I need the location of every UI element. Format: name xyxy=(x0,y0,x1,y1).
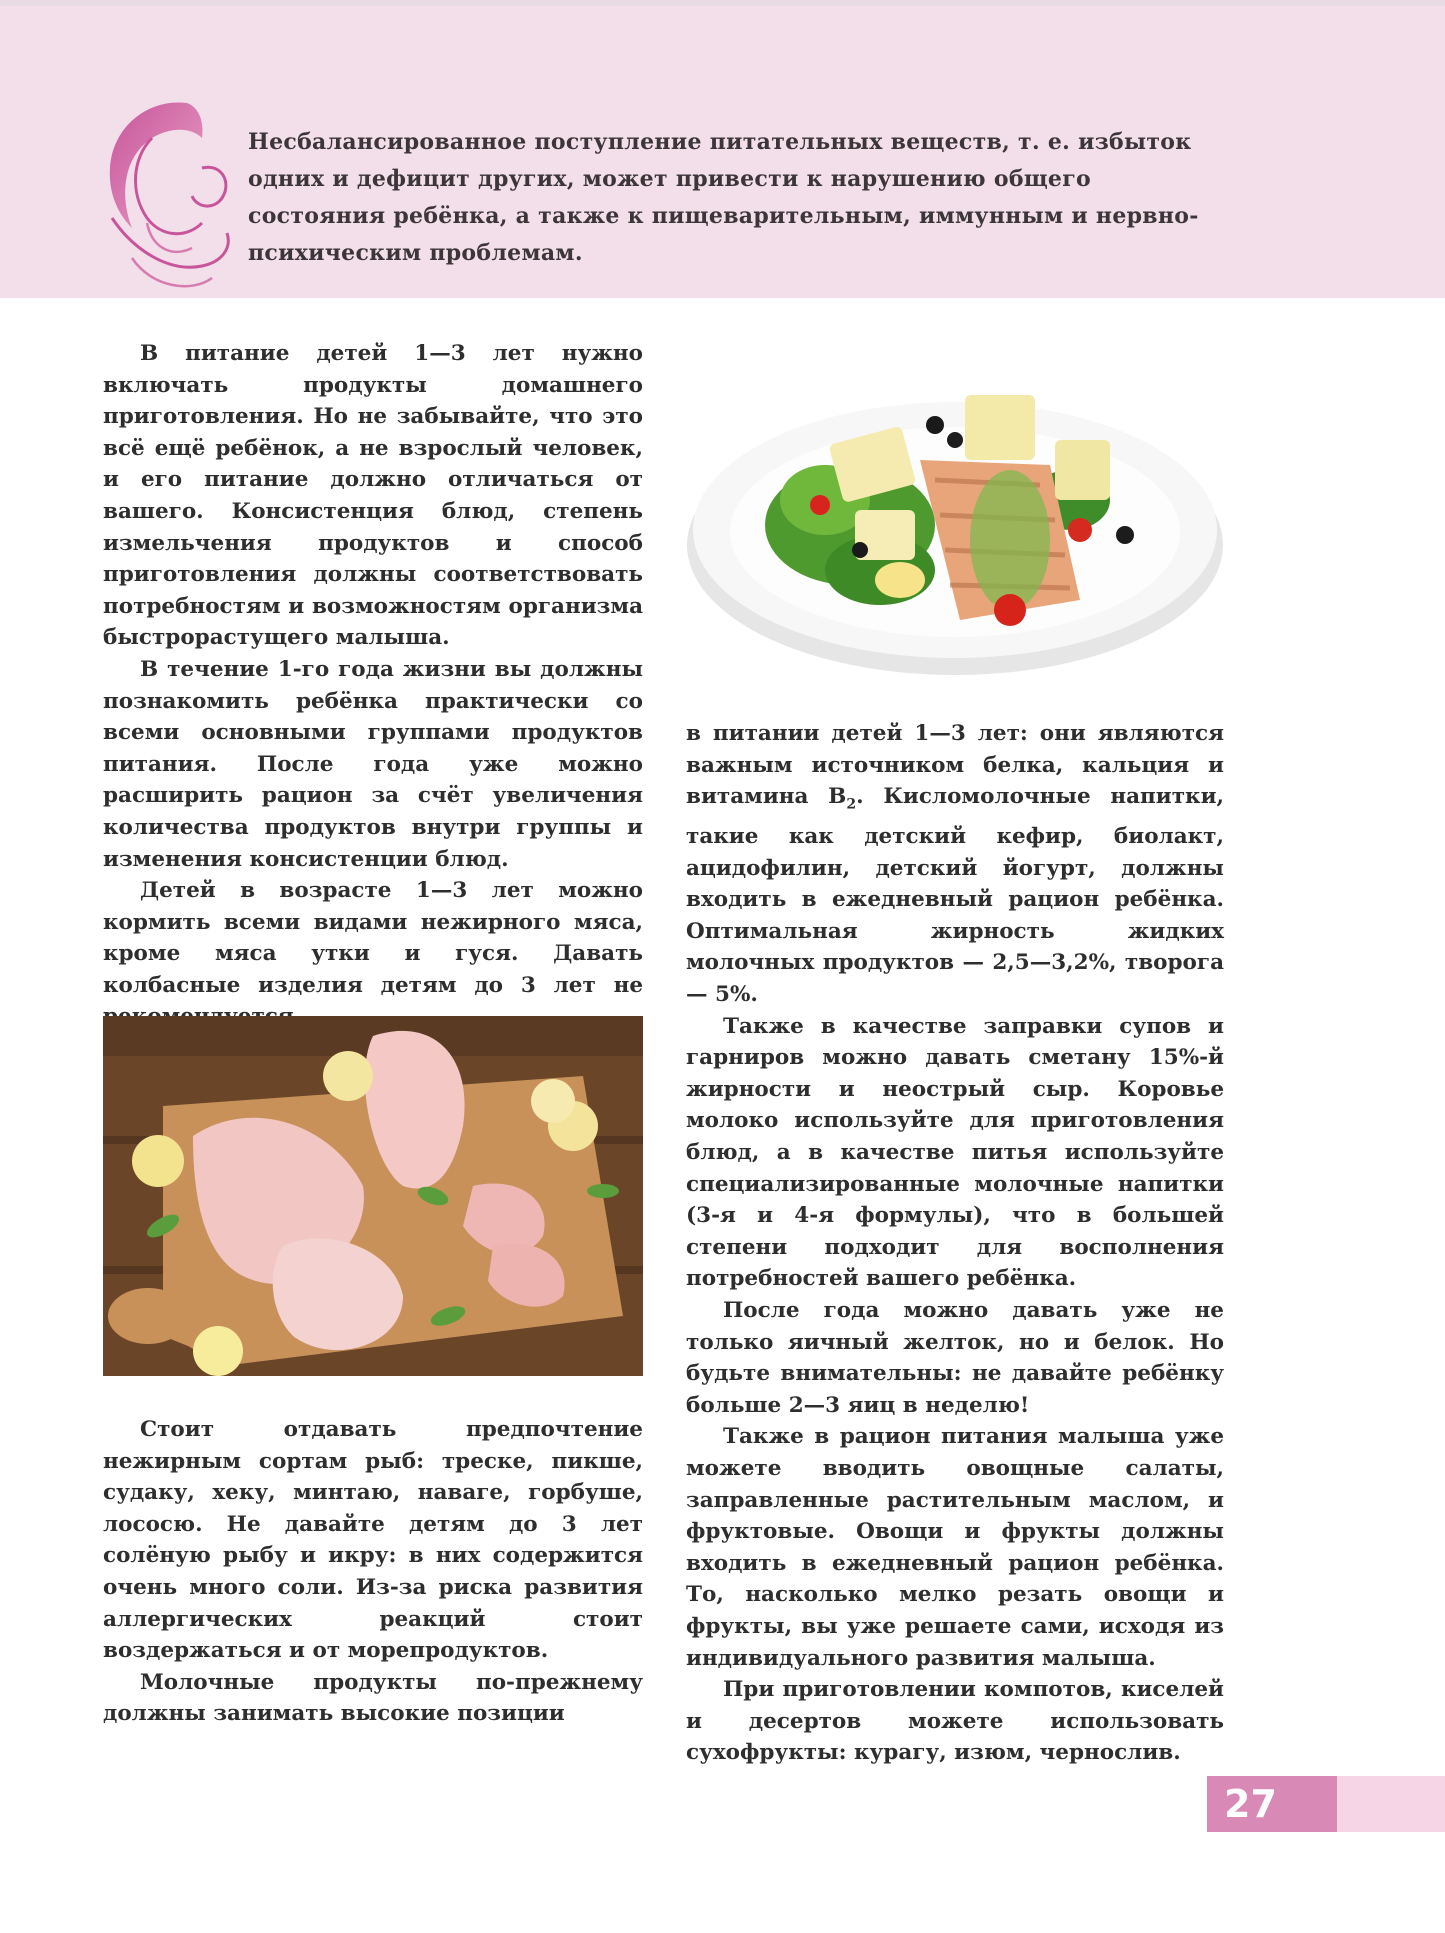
paragraph: При приготовлении компотов, киселей и десертов можете использовать сухофрукты: курагу, изюм, чернослив. xyxy=(686,1677,1224,1766)
chicken-photo xyxy=(103,1016,643,1376)
page-number-tab xyxy=(1337,1776,1445,1832)
paragraph: Детей в возрасте 1—3 лет можно кормить всеми видами нежирного мяса, кроме мяса утки и гуся. Давать колбасные изделия детям до 3 лет не xyxy=(103,878,643,998)
subscript: 2 xyxy=(846,796,857,813)
paragraph: Также в рацион питания малыша уже можете вводить овощные салаты, заправленные растительным маслом, и фруктовые. Овощи и фрукты должны входить в ежедневный рацион ребёнка. То, насколько мелко резать овощи и фрукты, вы уже решаете сами, исходя из индивидуального развития малыша. xyxy=(686,1424,1224,1671)
intro-banner xyxy=(0,6,1445,298)
paragraph: В питание детей 1—3 лет нужно включать продукты домашнего приготовления. Но не забывайте, что это всё ещё ребёнок, а не взрослый человек, и его питание должно отличаться от вашего. Консистенция блюд, степень измельчения продуктов и способ приготовления должны соответствовать потребностям и возможностям организма быстрорастущего малыша. xyxy=(103,341,643,651)
paragraph: После года можно давать уже не только яичный желток, но и белок. Но будьте внимательны: не давайте ребёнку больше 2—3 яиц в неделю! xyxy=(686,1297,1224,1418)
mother-child-icon xyxy=(92,98,242,298)
salad-photo xyxy=(680,340,1230,685)
paragraph: Стоит отдавать предпочтение нежирным сортам рыб: треске, пикше, судаку, хеку, минтаю, навагe, горбуше, лососю. Не давайте детям до 3 лет солёную рыбу и икру: в них содержится очень много соли. Из-за риска развития аллергических реакций стоит воздержаться и от морепродуктов. xyxy=(103,1417,643,1664)
paragraph: В течение 1-го года жизни вы должны познакомить ребёнка практически со всеми основными группами продуктов питания. После года уже можно расширить рацион за счёт увеличения количества продуктов внутри группы и изменения консистенции блюд. xyxy=(103,656,643,872)
paragraph: Также в качестве заправки супов и гарниров можно давать сметану 15%-й жирности и неострый сыр. Коровье молоко используйте для приготовления блюд, а в качестве питья используйте специализированные молочные напитки (3-я и 4-я формулы), что в большей степени подходит для восполнения потребностей вашего ребёнка. xyxy=(686,1013,1224,1292)
intro-text: Несбалансированное поступление питательных веществ, т. е. избыток одних и дефицит других, может привести к нарушению общего состояния ребёнка, а также к пищеварительным, иммунным и нервно-психическим проблемам. xyxy=(248,129,1199,266)
paragraph: Молочные продукты по-прежнему должны занимать высокие позиции xyxy=(103,1669,643,1727)
left-column-top xyxy=(103,338,643,1033)
paragraph-continuation: в питании детей 1—3 лет: они являются важным источником белка, кальция и витамина $B_2$. Кисломолочные напитки, такие как детский кефир, биолакт, ацидофилин, детский йогурт, должны входить в ежедневный рацион ребёнка. Оптимальная жирность жидких молочных продуктов — 2,5—3,2%, творога — 5%. xyxy=(686,721,1224,1008)
right-column xyxy=(686,718,1224,1769)
page-number: 27 xyxy=(1207,1776,1337,1832)
left-column-bottom xyxy=(103,1414,643,1730)
